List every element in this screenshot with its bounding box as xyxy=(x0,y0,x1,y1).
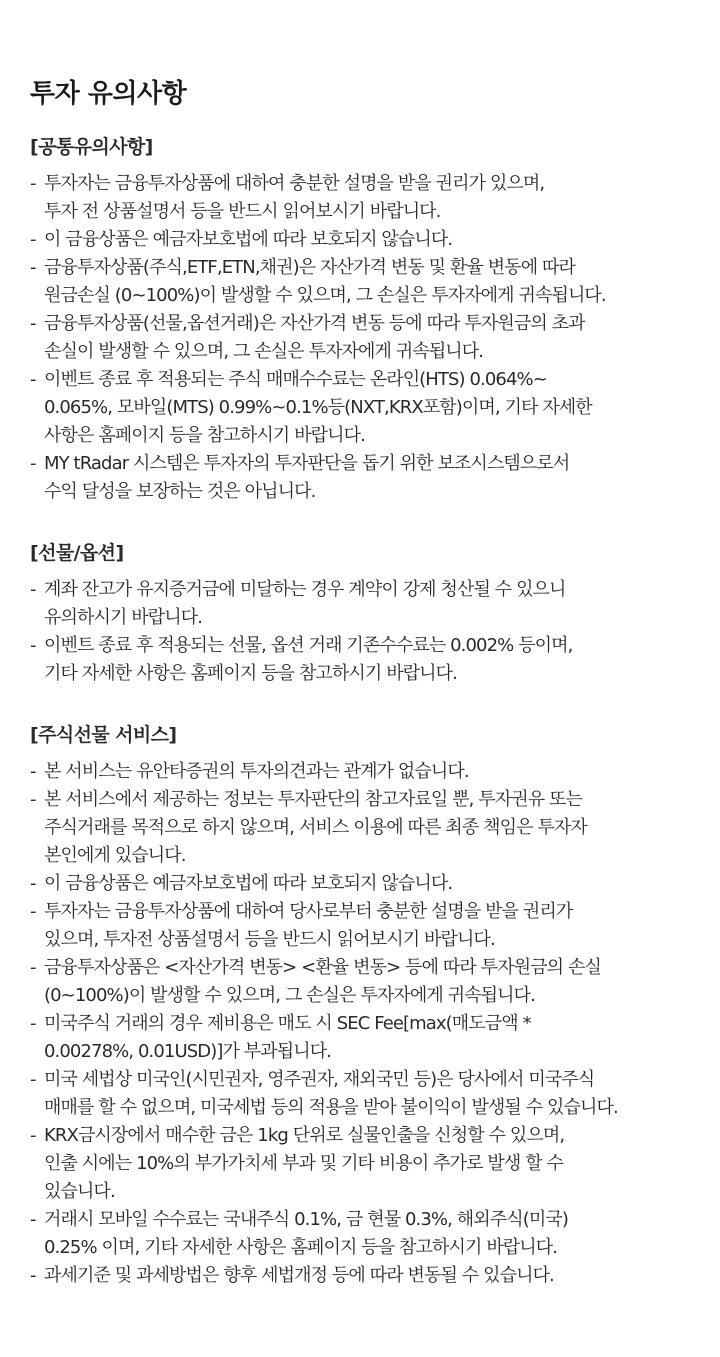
notice-item xyxy=(30,450,690,506)
notice-item xyxy=(30,632,690,688)
notice-item xyxy=(30,1262,690,1290)
notice-section xyxy=(30,134,690,506)
notice-line: - 금융투자상품은 <자산가격 변동> <환율 변동> 등에 따라 투자원금의 손실 xyxy=(44,957,601,978)
notice-line: - 미국주식 거래의 경우 제비용은 매도 시 SEC Fee[max(매도금액 * xyxy=(44,1013,531,1034)
notice-item xyxy=(30,898,690,954)
notice-item xyxy=(30,1206,690,1262)
notice-line: 있으며, 투자전 상품설명서 등을 반드시 읽어보시기 바랍니다. xyxy=(44,929,495,950)
notice-line: 원금손실 (0~100%)이 발생할 수 있으며, 그 손실은 투자자에게 귀속됩니다. xyxy=(44,285,606,306)
notice-item xyxy=(30,786,690,870)
notice-section xyxy=(30,540,690,688)
notice-item xyxy=(30,954,690,1010)
notice-item xyxy=(30,170,690,226)
section-title: [공통유의사항] xyxy=(30,136,153,158)
notice-line: 주식거래를 목적으로 하지 않으며, 서비스 이용에 따른 최종 책임은 투자자 xyxy=(44,817,587,838)
notice-line: - 투자자는 금융투자상품에 대하여 당사로부터 충분한 설명을 받을 권리가 xyxy=(44,901,573,922)
notice-line: 0.00278%, 0.01USD)]가 부과됩니다. xyxy=(44,1041,332,1062)
notice-line: - 계좌 잔고가 유지증거금에 미달하는 경우 계약이 강제 청산될 수 있으니 xyxy=(44,579,566,600)
notice-line: 인출 시에는 10%의 부가가치세 부과 및 기타 비용이 추가로 발생 할 수 xyxy=(44,1153,564,1174)
notice-line: 손실이 발생할 수 있으며, 그 손실은 투자자에게 귀속됩니다. xyxy=(44,341,484,362)
notice-item xyxy=(30,1122,690,1206)
notice-line: - 투자자는 금융투자상품에 대하여 충분한 설명을 받을 권리가 있으며, xyxy=(44,173,545,194)
notice-section xyxy=(30,722,690,1290)
notice-line: 기타 자세한 사항은 홈페이지 등을 참고하시기 바랍니다. xyxy=(44,663,457,684)
notice-line: (0~100%)이 발생할 수 있으며, 그 손실은 투자자에게 귀속됩니다. xyxy=(44,985,535,1006)
notice-line: 투자 전 상품설명서 등을 반드시 읽어보시기 바랍니다. xyxy=(44,201,441,222)
notice-line: - 미국 세법상 미국인(시민권자, 영주권자, 재외국민 등)은 당사에서 미국주식 xyxy=(44,1069,595,1090)
notice-line: - 본 서비스는 유안타증권의 투자의견과는 관계가 없습니다. xyxy=(44,761,469,782)
notice-line: 있습니다. xyxy=(44,1181,115,1202)
notice-line: 본인에게 있습니다. xyxy=(44,845,186,866)
notice-line: 0.065%, 모바일(MTS) 0.99%~0.1%등(NXT,KRX포함)이며, 기타 자세한 xyxy=(44,397,592,418)
notice-line: - KRX금시장에서 매수한 금은 1kg 단위로 실물인출을 신청할 수 있으며, xyxy=(44,1125,565,1146)
notice-item xyxy=(30,1066,690,1122)
notice-list xyxy=(30,170,690,506)
notice-line: - 금융투자상품(선물,옵션거래)은 자산가격 변동 등에 따라 투자원금의 초과 xyxy=(44,313,585,334)
notice-line: - 이 금융상품은 예금자보호법에 따라 보호되지 않습니다. xyxy=(44,873,453,894)
notice-item xyxy=(30,366,690,450)
notice-line: - 거래시 모바일 수수료는 국내주식 0.1%, 금 현물 0.3%, 해외주식(미국) xyxy=(44,1209,568,1230)
section-title: [주식선물 서비스] xyxy=(30,724,177,746)
notice-item xyxy=(30,226,690,254)
notice-line: 수익 달성을 보장하는 것은 아닙니다. xyxy=(44,481,316,502)
notice-line: - 이 금융상품은 예금자보호법에 따라 보호되지 않습니다. xyxy=(44,229,453,250)
notice-item xyxy=(30,1010,690,1066)
notice-line: 매매를 할 수 없으며, 미국세법 등의 적용을 받아 불이익이 발생될 수 있습니다. xyxy=(44,1097,618,1118)
notice-list xyxy=(30,758,690,1290)
notice-item xyxy=(30,576,690,632)
notice-line: - MY tRadar 시스템은 투자자의 투자판단을 돕기 위한 보조시스템으로서 xyxy=(44,453,570,474)
notice-item xyxy=(30,870,690,898)
notice-item xyxy=(30,310,690,366)
notice-line: - 본 서비스에서 제공하는 정보는 투자판단의 참고자료일 뿐, 투자권유 또는 xyxy=(44,789,583,810)
page-title: 투자 유의사항 xyxy=(30,79,187,109)
section-title: [선물/옵션] xyxy=(30,542,124,564)
notice-line: - 금융투자상품(주식,ETF,ETN,채권)은 자산가격 변동 및 환율 변동에 따라 xyxy=(44,257,575,278)
sections-container xyxy=(30,134,690,1290)
notice-list xyxy=(30,576,690,688)
notice-line: 사항은 홈페이지 등을 참고하시기 바랍니다. xyxy=(44,425,365,446)
notice-line: - 이벤트 종료 후 적용되는 선물, 옵션 거래 기존수수료는 0.002% 등이며, xyxy=(44,635,573,656)
notice-line: - 과세기준 및 과세방법은 향후 세법개정 등에 따라 변동될 수 있습니다. xyxy=(44,1265,554,1286)
notice-line: - 이벤트 종료 후 적용되는 주식 매매수수료는 온라인(HTS) 0.064%~ xyxy=(44,369,547,390)
notice-item xyxy=(30,758,690,786)
notice-line: 유의하시기 바랍니다. xyxy=(44,607,203,628)
notice-line: 0.25% 이며, 기타 자세한 사항은 홈페이지 등을 참고하시기 바랍니다. xyxy=(44,1237,558,1258)
notice-item xyxy=(30,254,690,310)
